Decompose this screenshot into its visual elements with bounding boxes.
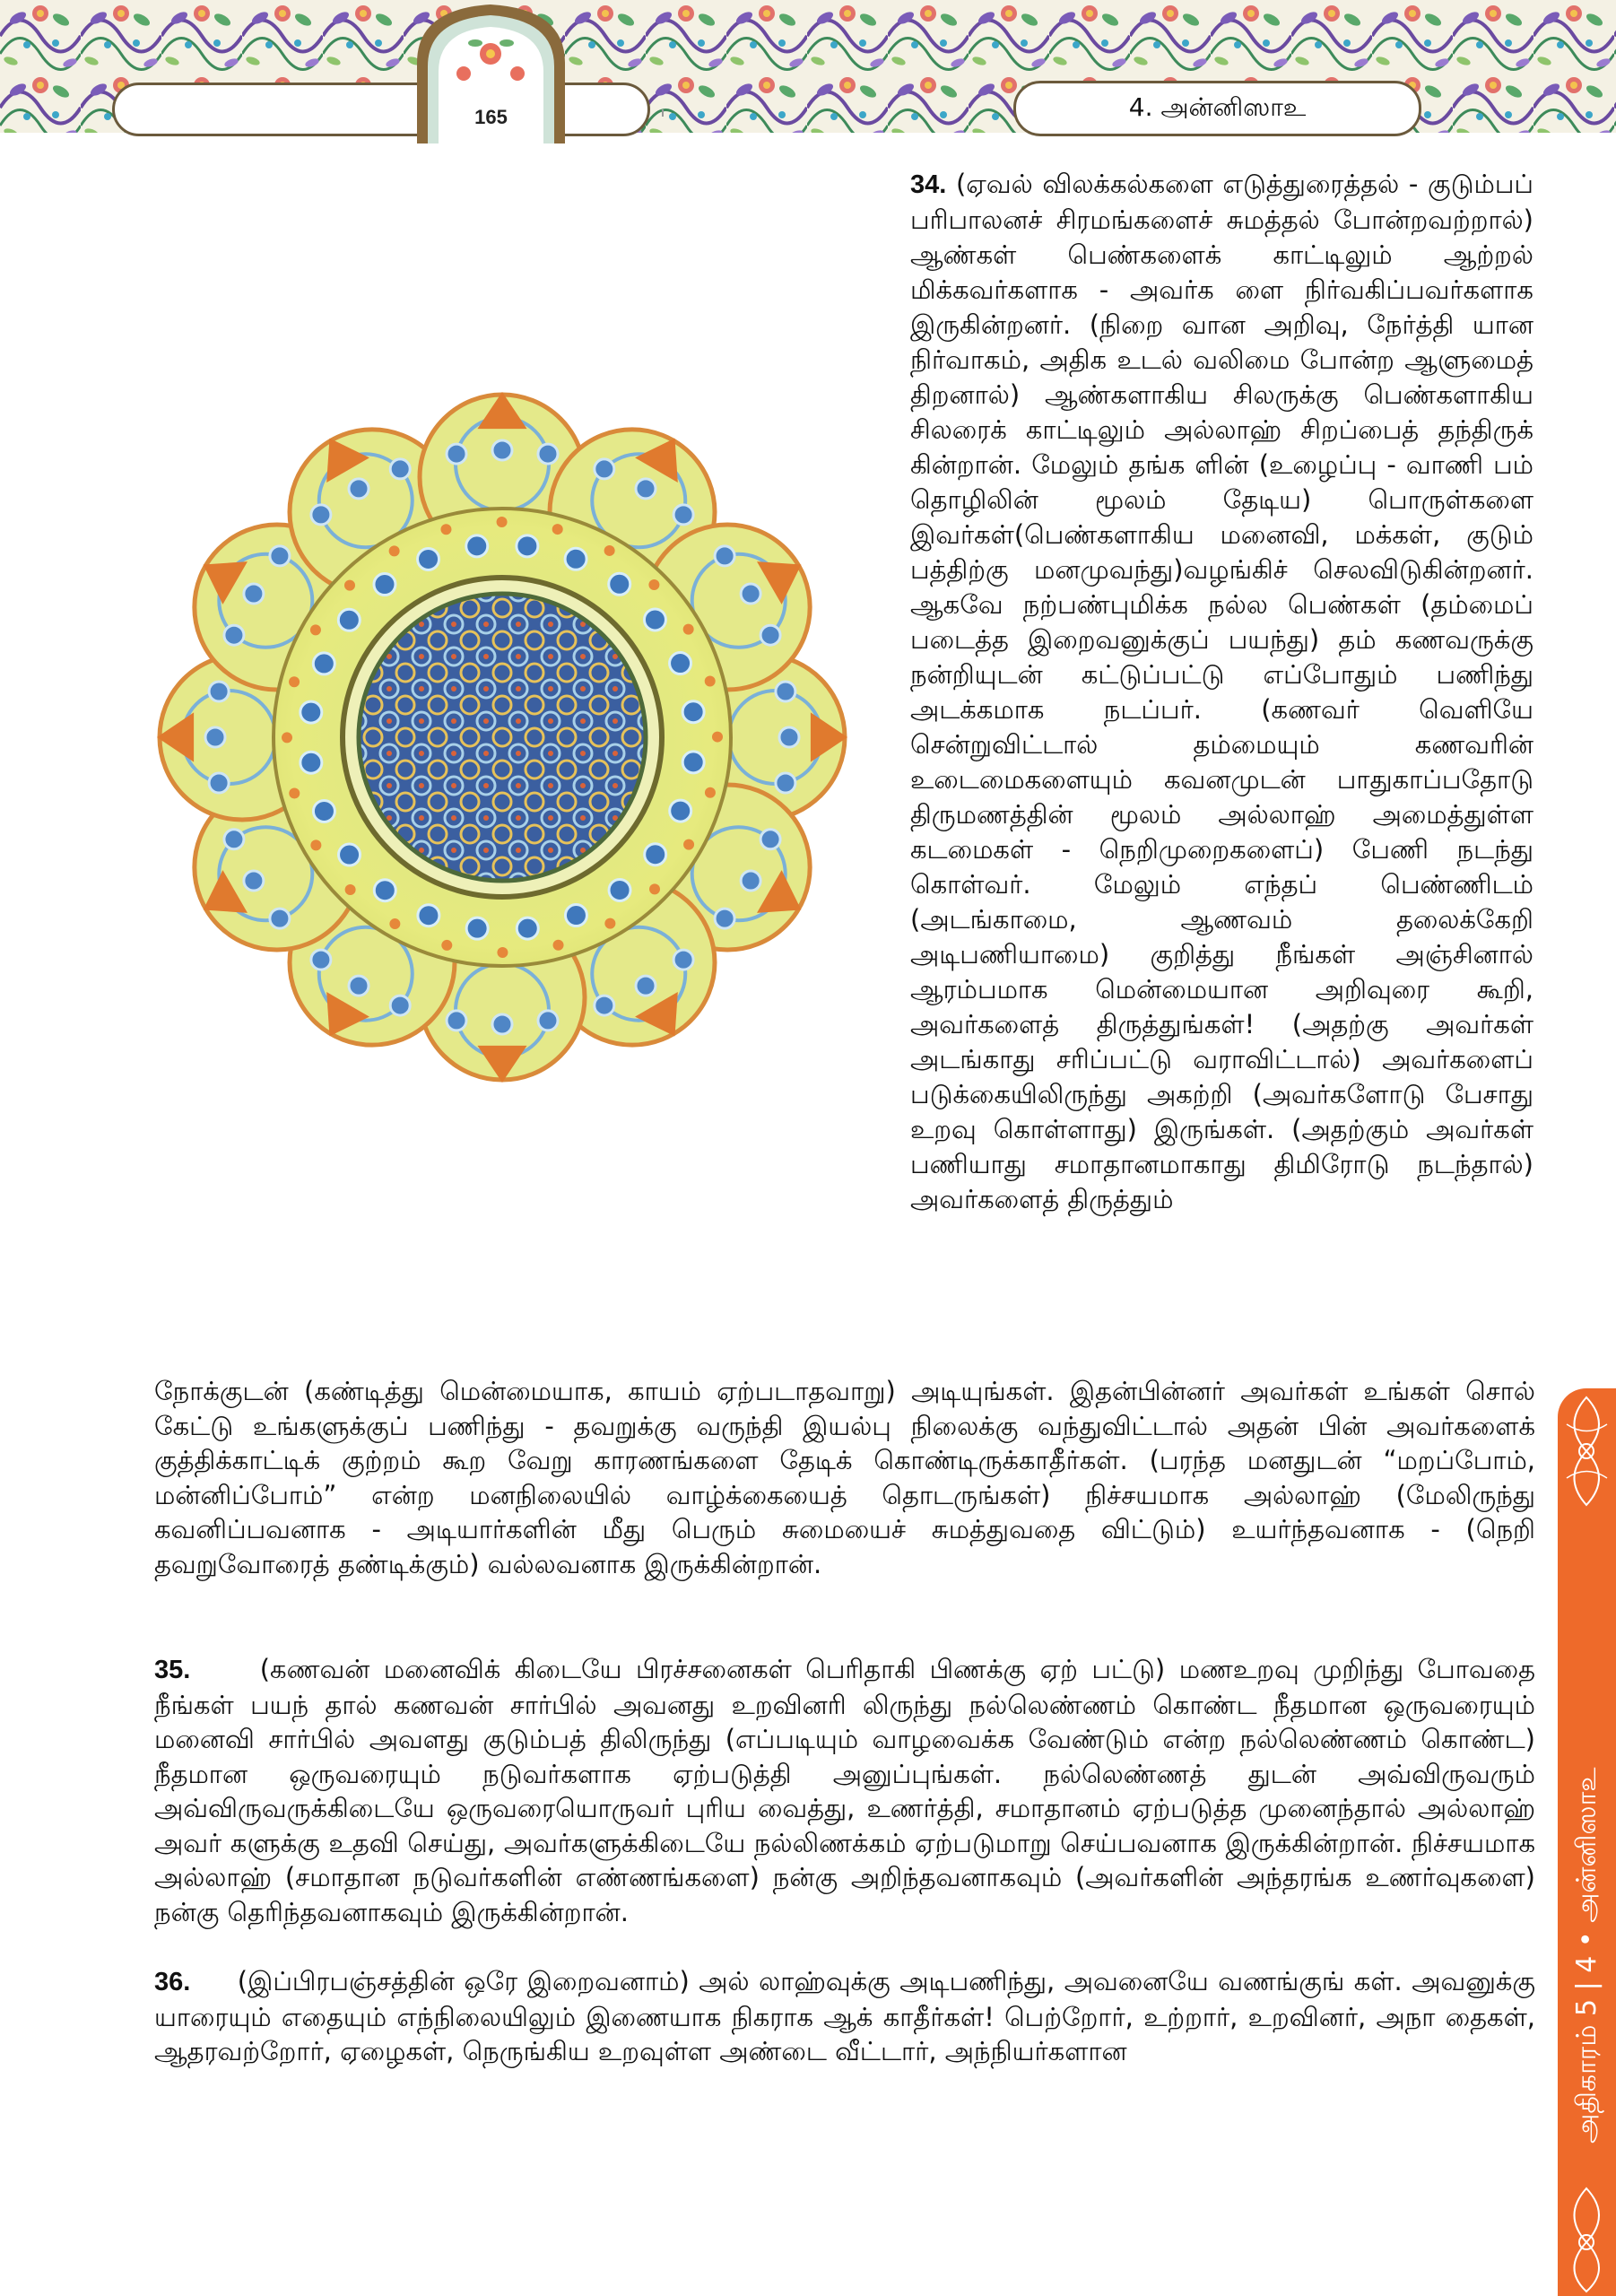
side-tab-label: அதிகாரம் 5 | 4 • அன்னிஸாஉ <box>1571 1767 1603 2144</box>
islamic-mandala-icon <box>152 387 852 1087</box>
chapter-title: 4. அன்னிஸாஉ <box>1128 92 1307 122</box>
verse-number: 35. <box>154 1656 191 1684</box>
verse-text: நோக்குடன் (கண்டித்து மென்மையாக, காயம் ஏற்படாதவாறு) அடியுங்கள். இதன்பின்னர் அவர்கள் உங்கள் சொல் கேட்டு உங்களுக்குப் பணிந்து - தவறுக்கு வருந்தி இயல்பு நிலைக்கு வந்துவிட்டால் அதன் பின் அவர்களைக் குத்திக்காட்டிக் குற்றம் கூற வேறு காரணங்களை தேடிக் கொண்டிருக்காதீர்கள். (பரந்த மனதுடன் “மறப்போம், மன்னிப்போம்” என்ற மனநிலையில் வாழ்க்கையைத் தொடருங்கள்) நிச்சயமாக அல்லாஹ் (மேலிருந்து கவனிப்பவனாக - அடியார்களின் மீது பெரும் சுமையைச் சுமத்துவதை விட்டும்) உயர்ந்தவனாக - (நெறி தவறுவோரைத் தண்டிக்கும்) வல்லவனாக இருக்கின்றான். <box>154 1376 1535 1579</box>
divider <box>662 109 664 117</box>
floral-ornament-icon <box>1558 1388 1616 1523</box>
page-number: 165 <box>474 106 508 128</box>
verse-text: (கணவன் மனைவிக் கிடையே பிரச்சனைகள் பெரிதாகி பிணக்கு ஏற் பட்டு) மணஉறவு முறிந்து போவதை நீங்கள் பயந் தால் கணவன் சார்பில் அவனது உறவினரி லிருந்து நல்லெண்ணம் கொண்ட நீதமான ஒருவரையும் மனைவி சார்பில் அவளது குடும்பத் திலிருந்து (எப்படியும் வாழவைக்க வேண்டும் என்ற நல்லெண்ணம் கொண்ட) நீதமான ஒருவரையும் நடுவர்களாக ஏற்படுத்தி அனுப்புங்கள். நல்லெண்ணத் துடன் அவ்விருவரும் அவ்விருவருக்கிடையே ஒருவரையொருவர் புரிய வைத்து, உணர்த்தி, சமாதானம் ஏற்படுத்த முனைந்தால் அல்லாஹ் அவர் களுக்கு உதவி செய்து, அவர்களுக்கிடையே நல்லிணக்கம் ஏற்படுமாறு செய்பவனாக இருக்கின்றான். நிச்சயமாக அல்லாஹ் (சமாதான நடுவர்களின் எண்ணங்களை) நன்கு அறிந்தவனாகவும் (அவர்களின் அந்தரங்க உணர்வுகளை) நன்கு தெரிந்தவனாகவும் இருக்கின்றான். <box>154 1654 1535 1927</box>
verse-number: 36. <box>154 1968 191 1996</box>
verse-34-continuation <box>154 1374 1535 1581</box>
verse-34-column <box>910 167 1533 1217</box>
verse-text: (ஏவல் விலக்கல்களை எடுத்துரைத்தல் - குடும்பப் பரிபாலனச் சிரமங்களைச் சுமத்தல் போன்றவற்றால்) ஆண்கள் பெண்களைக் காட்டிலும் ஆற்றல் மிக்கவர்களாக - அவர்க ளை நிர்வகிப்பவர்களாக இருகின்றனர். (நிறை வான அறிவு, நேர்த்தி யான நிர்வாகம், அதிக உடல் வலிமை போன்ற ஆளுமைத் திறனால்) ஆண்களாகிய சிலருக்கு பெண்களாகிய சிலரைக் காட்டிலும் அல்லாஹ் சிறப்பைத் தந்திருக் கின்றான். மேலும் தங்க ளின் (உழைப்பு - வாணி பம் தொழிலின் மூலம் தேடிய) பொருள்களை இவர்கள்(பெண்களாகிய மனைவி, மக்கள், குடும் பத்திற்கு மனமுவந்து)வழங்கிச் செலவிடுகின்றனர். ஆகவே நற்பண்புமிக்க நல்ல பெண்கள் (தம்மைப் படைத்த இறைவனுக்குப் பயந்து) தம் கணவருக்கு நன்றியுடன் கட்டுப்பட்டு எப்போதும் பணிந்து அடக்கமாக நடப்பர். (கணவர் வெளியே சென்றுவிட்டால் தம்மையும் கணவரின் உடைமைகளையும் கவனமுடன் பாதுகாப்பதோடு திருமணத்தின் மூலம் அல்லாஹ் அமைத்துள்ள கடமைகள் - நெறிமுறைகளைப்) பேணி நடந்து கொள்வர். மேலும் எந்தப் பெண்ணிடம் (அடங்காமை, ஆணவம் தலைக்கேறி அடிபணியாமை) குறித்து நீங்கள் அஞ்சினால் ஆரம்பமாக மென்மையான அறிவுரை கூறி, அவர்களைத் திருத்துங்கள்! (அதற்கு அவர்கள் அடங்காது சரிப்பட்டு வராவிட்டால்) அவர்களைப் படுக்கையிலிருந்து அகற்றி (அவர்களோடு பேசாது உறவு கொள்ளாது) இருங்கள். (அதற்கும் அவர்கள் பணியாது சமாதானமாகாது திமிரோடு நடந்தால்) அவர்களைத் திருத்தும் <box>910 169 1533 1214</box>
verse-35 <box>154 1652 1535 1929</box>
verse-text: (இப்பிரபஞ்சத்தின் ஒரே இறைவனாம்) அல் லாஹ்வுக்கு அடிபணிந்து, அவனையே வணங்குங் கள். அவனுக்கு யாரையும் எதையும் எந்நிலையிலும் இணையாக நிகராக ஆக் காதீர்கள்! பெற்றோர், உற்றார், உறவினர், அநா தைகள், ஆதரவற்றோர், ஏழைகள், நெருங்கிய உறவுள்ள அண்டை வீட்டார், அந்நியர்களான <box>154 1966 1535 2066</box>
verse-36 <box>154 1964 1535 2069</box>
verse-number: 34. <box>910 170 947 199</box>
floral-ornament-icon <box>1558 2179 1616 2296</box>
